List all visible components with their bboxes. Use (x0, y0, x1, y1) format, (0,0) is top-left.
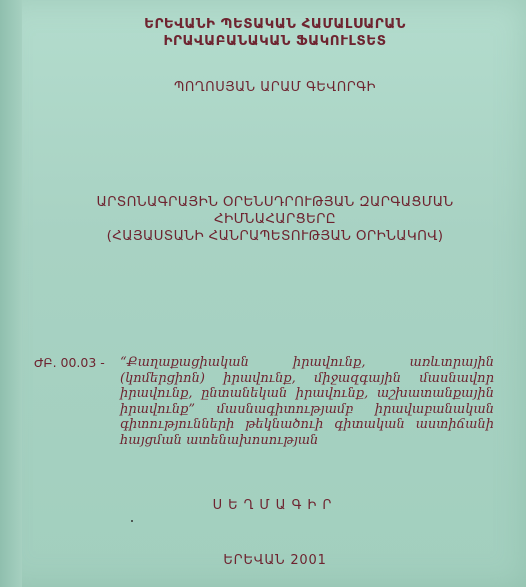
thesis-title (40, 194, 510, 245)
binding-spine (0, 0, 22, 587)
print-speck (131, 520, 133, 522)
document-type: ՍԵՂՄԱԳԻՐ (212, 498, 338, 513)
specialty-code: ԺԲ. 00.03 - (34, 355, 105, 370)
author-name: ՊՈՂՈՍՅԱՆ ԱՐԱՄ ԳԵՎՈՐԳԻ (173, 80, 377, 95)
faculty-name: ԻՐԱՎԱԲԱՆԱԿԱՆ ՖԱԿՈՒԼՏԵՏ (163, 33, 387, 49)
city-year: ԵՐԵՎԱՆ 2001 (223, 553, 327, 568)
specialty-block (34, 355, 494, 448)
thesis-title-main: ԱՐՏՈՆԱԳՐԱՅԻՆ ՕՐԵՆՍԴՐՈՒԹՅԱՆ ԶԱՐԳԱՑՄԱՆ ՀԻՄՆԱՀԱՐՑԵՐԸ (96, 194, 454, 227)
university-name: ԵՐԵՎԱՆԻ ՊԵՏԱԿԱՆ ՀԱՄԱԼՍԱՐԱՆ (144, 16, 406, 32)
thesis-title-subtitle: (ՀԱՅԱՍՏԱՆԻ ՀԱՆՐԱՊԵՏՈՒԹՅԱՆ ՕՐԻՆԱԿՈՎ) (106, 228, 444, 244)
institution-header (40, 16, 510, 50)
specialty-description: “Քաղաքացիական իրավունք, առևտրային (կոմերցիոն) իրավունք, միջազգային մասնավոր իրավունք, ընտանեկան իրավունք, աշխատանքային իրավունք” մասնագիտությամբ իրավաբանական գիտությունների թեկնածուի գիտական աստիճանի հայցման ատենախոսության (120, 355, 494, 448)
